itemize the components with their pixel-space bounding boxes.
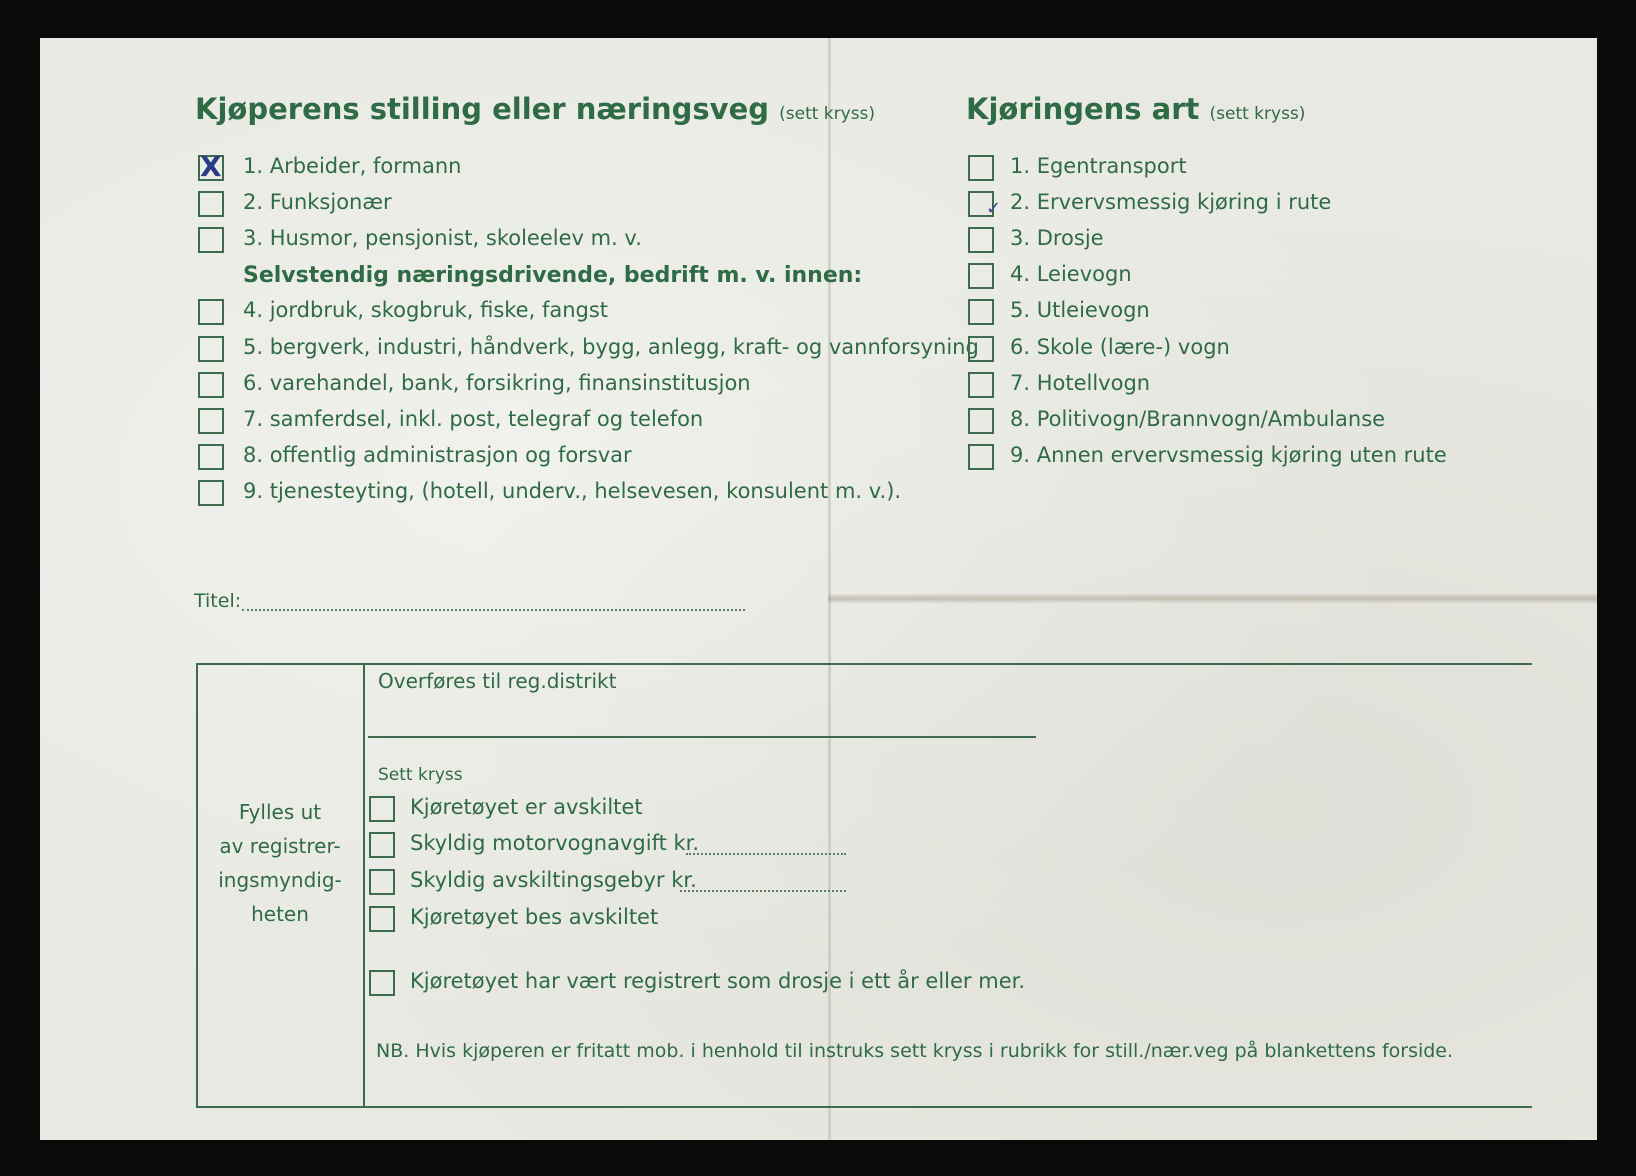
driving-checkbox-7[interactable] (968, 372, 994, 398)
driving-item-3: 3. Drosje (1010, 226, 1104, 250)
buyer-checkbox-6[interactable] (198, 372, 224, 398)
title-input[interactable] (242, 609, 745, 611)
buyer-checkbox-9[interactable] (198, 480, 224, 506)
driving-item-9: 9. Annen ervervsmessig kjøring uten rute (1010, 443, 1447, 467)
buyer-checkbox-4[interactable] (198, 299, 224, 325)
registry-item-4: Kjøretøyet bes avskiltet (410, 905, 659, 929)
driving-checkbox-4[interactable] (968, 263, 994, 289)
driving-checkbox-5[interactable] (968, 299, 994, 325)
buyer-item-4: 4. jordbruk, skogbruk, fiske, fangst (243, 298, 609, 322)
registry-side-label (196, 795, 364, 931)
plate-fee-input[interactable] (680, 890, 846, 892)
registry-item-2: Skyldig motorvognavgift kr. (410, 831, 700, 855)
buyer-subheading: Selvstendig næringsdrivende, bedrift m. v. innen: (243, 263, 863, 288)
transfer-label: Overføres til reg.distrikt (378, 669, 617, 693)
registry-side-label-line-2: av registrer- (219, 834, 341, 858)
driving-checkbox-3[interactable] (968, 227, 994, 253)
driving-heading-text: Kjøringens art (966, 92, 1200, 126)
driving-heading (966, 92, 1305, 126)
buyer-heading-note: (sett kryss) (779, 104, 876, 124)
registry-item-3: Skyldig avskiltingsgebyr kr. (410, 868, 697, 892)
driving-checkbox-1[interactable] (968, 155, 994, 181)
transfer-input[interactable] (368, 736, 1036, 738)
driving-checkbox-9[interactable] (968, 444, 994, 470)
registry-side-label-line-4: heten (251, 902, 309, 926)
buyer-item-2: 2. Funksjonær (243, 190, 392, 214)
registry-box-top (196, 663, 1532, 665)
driving-item-4: 4. Leievogn (1010, 262, 1132, 286)
buyer-checkbox-8[interactable] (198, 444, 224, 470)
registry-side-label-line-3: ingsmyndig- (218, 868, 342, 892)
buyer-checkbox-7[interactable] (198, 408, 224, 434)
taxi-check-label: Kjøretøyet har vært registrert som drosje i ett år eller mer. (410, 969, 1025, 993)
driving-checkbox-8[interactable] (968, 408, 994, 434)
buyer-heading (195, 92, 875, 126)
driving-item-2: 2. Ervervsmessig kjøring i rute (1010, 190, 1332, 214)
motor-fee-input[interactable] (686, 853, 846, 855)
registry-checkbox-3[interactable] (369, 869, 395, 895)
buyer-checkbox-1-mark: X (200, 150, 222, 183)
buyer-item-1: 1. Arbeider, formann (243, 154, 462, 178)
registry-checkbox-4[interactable] (369, 906, 395, 932)
buyer-item-3: 3. Husmor, pensjonist, skoleelev m. v. (243, 226, 642, 250)
registry-checkbox-1[interactable] (369, 796, 395, 822)
check-note: Sett kryss (378, 765, 463, 785)
buyer-checkbox-2[interactable] (198, 191, 224, 217)
paper-fold-horizontal (828, 594, 1597, 603)
buyer-item-8: 8. offentlig administrasjon og forsvar (243, 443, 632, 467)
buyer-checkbox-3[interactable] (198, 227, 224, 253)
driving-item-5: 5. Utleievogn (1010, 298, 1150, 322)
driving-item-1: 1. Egentransport (1010, 154, 1187, 178)
buyer-heading-text: Kjøperens stilling eller næringsveg (195, 92, 770, 126)
driving-heading-note: (sett kryss) (1209, 104, 1306, 124)
buyer-checkbox-5[interactable] (198, 336, 224, 362)
driving-pen-tick: ✓ (986, 198, 1002, 219)
registry-side-label-line-1: Fylles ut (238, 800, 322, 824)
driving-item-6: 6. Skole (lære-) vogn (1010, 335, 1230, 359)
driving-item-8: 8. Politivogn/Brannvogn/Ambulanse (1010, 407, 1386, 431)
taxi-checkbox[interactable] (369, 970, 395, 996)
buyer-item-9: 9. tjenesteyting, (hotell, underv., helsevesen, konsulent m. v.). (243, 479, 902, 503)
driving-item-7: 7. Hotellvogn (1010, 371, 1151, 395)
title-label: Titel: (194, 590, 242, 612)
buyer-item-6: 6. varehandel, bank, forsikring, finansinstitusjon (243, 371, 751, 395)
registry-item-1: Kjøretøyet er avskiltet (410, 795, 643, 819)
registry-checkbox-2[interactable] (369, 832, 395, 858)
nb-note: NB. Hvis kjøperen er fritatt mob. i henhold til instruks sett kryss i rubrikk for still./nær.veg på blankettens forside. (376, 1040, 1454, 1062)
buyer-item-5: 5. bergverk, industri, håndverk, bygg, anlegg, kraft- og vannforsyning (243, 335, 979, 359)
buyer-item-7: 7. samferdsel, inkl. post, telegraf og telefon (243, 407, 704, 431)
driving-checkbox-6[interactable] (968, 336, 994, 362)
registry-box-bottom (196, 1106, 1532, 1108)
